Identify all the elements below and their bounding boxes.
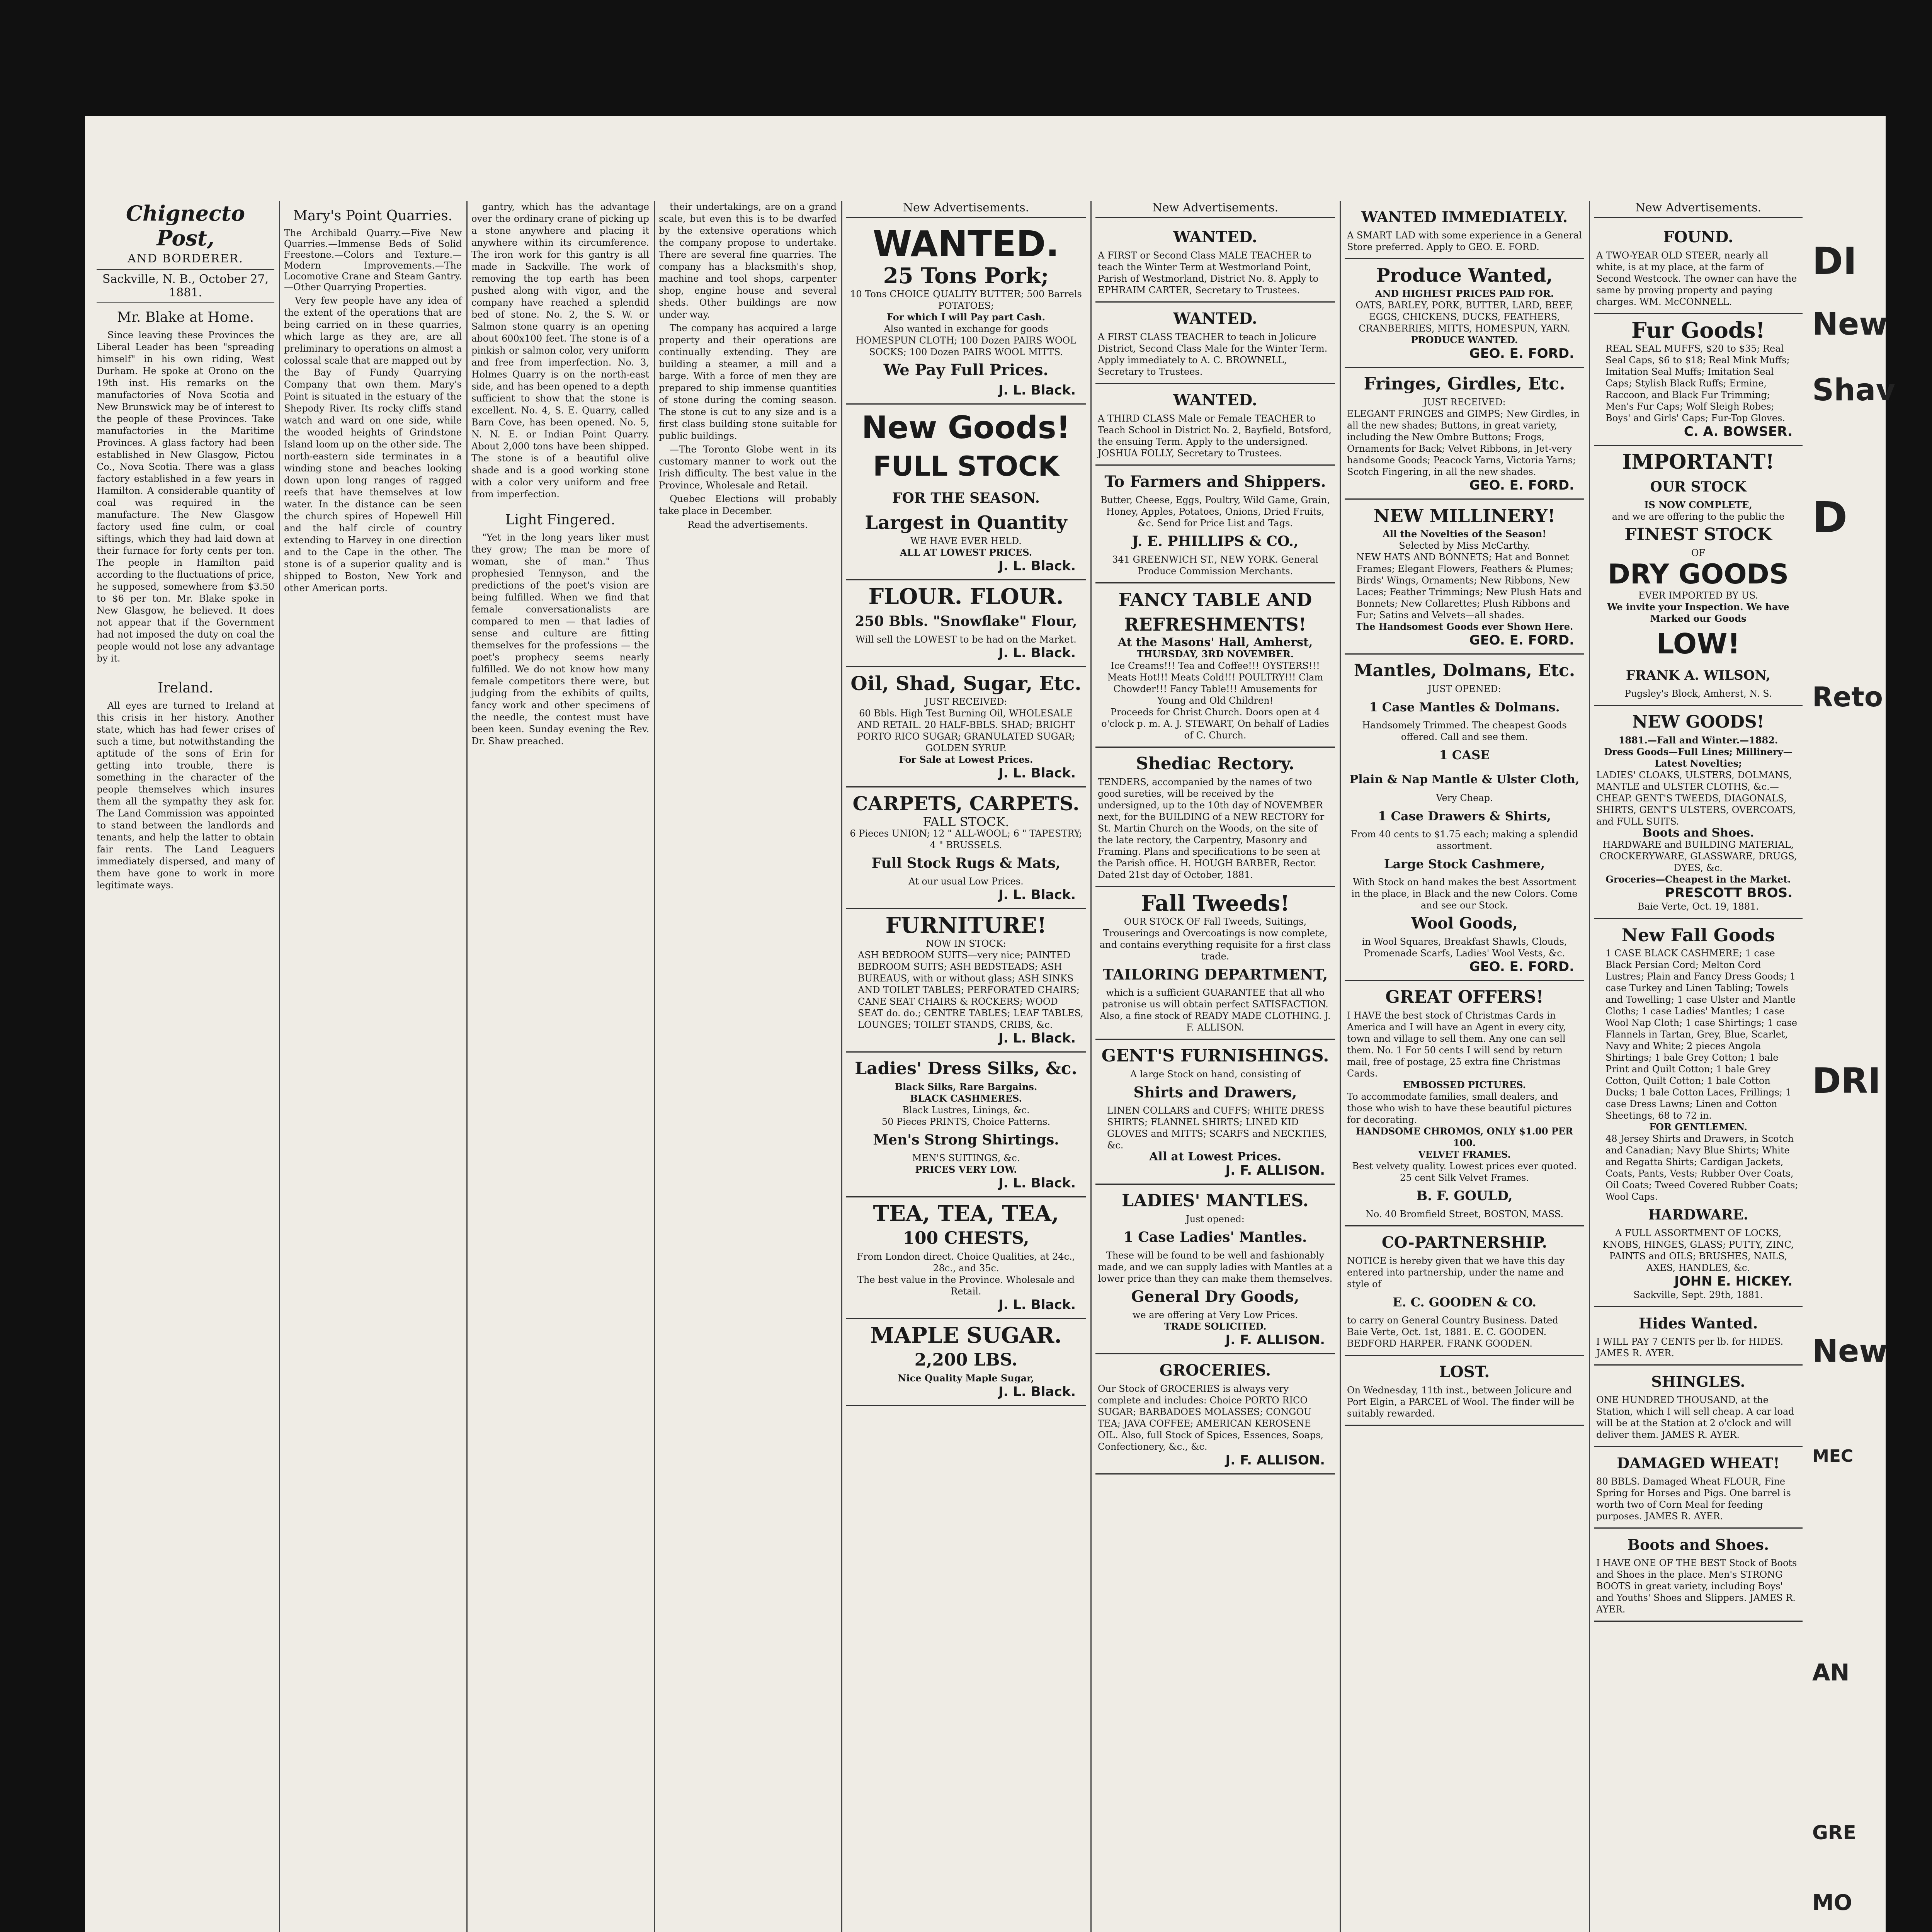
ad-flour [846, 580, 1086, 667]
ad-item: 1 Case Ladies' Mantles. [1123, 1229, 1307, 1245]
newspaper-subtitle: AND BORDERER. [128, 252, 243, 265]
ad-text: These will be found to be well and fashionably made, and we can supply ladies with Mantles at a lower price than they can make them themselves. [1098, 1250, 1333, 1284]
ad-text: At the Masons' Hall, Amherst, [1117, 636, 1313, 649]
ad-text: Baie Verte, Oct. 19, 1881. [1638, 901, 1759, 912]
article-paragraph: their undertakings, are on a grand scale, but even this is to be dwarfed by the extensive operations which the company propose to undertake. There are several fine quarries. The company has a blacksmith's shop, machine and tool shops, carpenter shop, engine house and several sheds. Other buildings are now under way. [659, 201, 837, 320]
article-body [284, 295, 462, 594]
ad-lost [1345, 1356, 1584, 1426]
ad-boots-shoes [1594, 1529, 1803, 1622]
ad-text: For Sale at Lowest Prices. [899, 754, 1033, 765]
ad-text: HARDWARE and BUILDING MATERIAL, CROCKERYWARE, GLASSWARE, DRUGS, DYES, &c. [1599, 839, 1797, 873]
ad-list: 48 Jersey Shirts and Drawers, in Scotch and Canadian; Navy Blue Shirts; White and Regatta Shirts; Cardigan Jackets, Coats, Pants, Vests; Rubber Over Coats, Oil Coats; Tweed Covered Rubber Coats; Wool Caps. [1605, 1133, 1798, 1202]
ad-item: Plain & Nap Mantle & Ulster Cloth, [1349, 773, 1580, 786]
column-6 [1095, 201, 1335, 1932]
ad-text: On Wednesday, 11th inst., between Jolicure and Port Elgin, a PARCEL of Wool. The finder will be suitably rewarded. [1347, 1385, 1575, 1419]
ad-text: I HAVE the best stock of Christmas Cards in America and I will have an Agent in every city, town and village to sell them. Any one can sell them. No. 1 For 50 cents I will send by return mail, free of postage, 25 extra fine Christmas Cards. [1347, 1010, 1566, 1079]
ad-oil-shad [846, 667, 1086, 787]
ad-signature: J. L. Black. [998, 1297, 1076, 1313]
ad-text: Dress Goods—Full Lines; Millinery—Latest Novelties; [1604, 746, 1793, 769]
edge-fragment: New [1812, 306, 1888, 342]
ad-text: JUST RECEIVED: [1423, 397, 1506, 408]
ad-text: ONE HUNDRED THOUSAND, at the Station, which I will sell cheap. A car load will be at the Station at 2 o'clock and will deliver them. JAMES R. AYER. [1596, 1395, 1794, 1440]
ad-title: FLOUR. FLOUR. [868, 584, 1064, 609]
ad-item: Large Stock Cashmere, [1384, 857, 1545, 871]
ad-item: 1 Case Drawers & Shirts, [1378, 809, 1551, 823]
ad-text: From London direct. Choice Qualities, at 24c., 28c., and 35c. [857, 1251, 1075, 1274]
ad-text: OF [1691, 548, 1706, 558]
ad-text: 80 BBLS. Damaged Wheat FLOUR, Fine Spring for Horses and Pigs. One barrel is worth two of Corn Meal for feeding purposes. JAMES R. AYER. [1596, 1476, 1791, 1522]
ad-text: IS NOW COMPLETE, [1644, 499, 1752, 510]
ad-title: New Goods! [862, 410, 1070, 446]
ad-new-fall-goods [1594, 919, 1803, 1307]
masthead [97, 201, 274, 303]
ad-text: To accommodate families, small dealers, and those who wish to have these beautiful pictures for decorating. [1347, 1091, 1572, 1125]
ad-text: A large Stock on hand, consisting of [1130, 1069, 1300, 1080]
edge-fragment: AN [1812, 1659, 1850, 1686]
ad-item: 1 CASE [1439, 748, 1490, 762]
ad-item: FULL STOCK [873, 451, 1059, 482]
edge-fragment: Reto [1812, 681, 1883, 713]
edge-fragment: New [1812, 1333, 1888, 1369]
ad-farmers-shippers [1095, 466, 1335, 583]
ad-text: I HAVE ONE OF THE BEST Stock of Boots and Shoes in the place. Men's STRONG BOOTS in great variety, including Boys' and Youths' Shoes and Slippers. JAMES R. AYER. [1596, 1558, 1797, 1615]
ad-text: I WILL PAY 7 CENTS per lb. for HIDES. JAMES R. AYER. [1596, 1336, 1784, 1359]
ad-text: and we are offering to the public the [1612, 511, 1785, 522]
ad-signature: PRESCOTT BROS. [1665, 885, 1793, 901]
ad-item: B. F. GOULD, [1416, 1188, 1513, 1204]
ad-copartnership [1345, 1226, 1584, 1356]
column-rule [654, 201, 655, 1932]
article-body [471, 532, 649, 747]
ad-item: 250 Bbls. "Snowflake" Flour, [855, 613, 1077, 629]
ad-signature: J. F. ALLISON. [1225, 1332, 1325, 1348]
ad-text: 60 Bbls. High Test Burning Oil, WHOLESALE AND RETAIL. 20 HALF-BBLS. SHAD; BRIGHT PORTO RICO SUGAR; GRANULATED SUGAR; GOLDEN SYRUP. [857, 708, 1075, 753]
side-label: PRODUCE WANTED. [1411, 334, 1518, 345]
ad-title: FURNITURE! [885, 913, 1047, 938]
ad-furniture [846, 909, 1086, 1053]
edge-fragment: DI [1812, 240, 1857, 283]
ad-text: ELEGANT FRINGES and GIMPS; New Girdles, in all the new shades; Buttons, in great variety, including the New Ombre Buttons; Frogs, Ornaments for Back; Velvet Ribbons, in Jet-very handsome Goods; Peacock Yarns, Victoria Yarns; Scotch Fingering, in all the new shades. [1347, 408, 1580, 477]
ad-text: Also wanted in exchange for goods [884, 323, 1048, 334]
newspaper-title: Chignecto Post, [126, 201, 245, 250]
column-1 [97, 201, 274, 1932]
ad-title: FOUND. [1663, 228, 1733, 246]
ad-text: Handsomely Trimmed. The cheapest Goods offered. Call and see them. [1362, 720, 1567, 742]
ad-new-goods-prescott [1594, 706, 1803, 919]
ad-teacher-wanted-1 [1095, 221, 1335, 303]
ad-dress-silks [846, 1053, 1086, 1197]
ad-text: 50 Pieces PRINTS, Choice Patterns. [881, 1116, 1051, 1127]
ad-text: BLACK CASHMERES. [910, 1093, 1022, 1104]
edge-fragment: MEC [1812, 1446, 1854, 1466]
ad-text: PRICES VERY LOW. [915, 1164, 1017, 1175]
ad-text: Men's Strong Shirtings. [873, 1132, 1059, 1148]
ad-gents-furnishings [1095, 1040, 1335, 1185]
ad-text: to carry on General Country Business. Dated Baie Verte, Oct. 1st, 1881. E. C. GOODEN. BEDFORD HARPER. FRANK GOODEN. [1347, 1315, 1558, 1349]
ad-signature: J. L. Black. [998, 645, 1076, 661]
ad-hides [1594, 1307, 1803, 1366]
ad-text: No. 40 Bromfield Street, BOSTON, MASS. [1365, 1209, 1564, 1219]
article-paragraph: —The Toronto Globe went in its customary manner to work out the Irish difficulty. The best value in the Province, Wholesale and Retail. [659, 444, 837, 491]
ad-list: LINEN COLLARS and CUFFS; WHITE DRESS SHIRTS; FLANNEL SHIRTS; LINED KID GLOVES and MITTS; SCARFS and NECKTIES, &c. [1107, 1105, 1327, 1151]
ad-text: EVER IMPORTED BY US. [1638, 590, 1759, 601]
column-rule [279, 201, 280, 1932]
article-body [659, 201, 837, 517]
ad-mantles-dolmans [1345, 655, 1584, 981]
article-heading: Ireland. [158, 680, 213, 696]
column-rule [1090, 201, 1092, 1932]
ad-text: With Stock on hand makes the best Assortment in the place, in Black and the new Colors. Come and see our Stock. [1351, 877, 1578, 911]
ad-title: WANTED. [872, 223, 1060, 265]
ad-signature: GEO. E. FORD. [1469, 959, 1574, 975]
ad-text: For which I will Pay part Cash. [887, 311, 1045, 323]
article-paragraph: The company has acquired a large property and their operations are continually extending. They are building a steamer, a mill and a barge. With a force of men they are prepared to ship immense quantities of stone during the coming season. The stone is cut to any size and is a first class building stone suitable for public buildings. [659, 323, 837, 441]
ad-tea [846, 1197, 1086, 1319]
edge-fragment: DRI [1812, 1061, 1881, 1101]
ad-item: 25 Tons Pork; [883, 263, 1049, 289]
ads-header: New Advertisements. [1095, 201, 1335, 218]
ad-text: We Pay Full Prices. [883, 361, 1049, 379]
ad-item: LOW! [1656, 628, 1740, 660]
ad-text: A SMART LAD with some experience in a General Store preferred. Apply to GEO. E. FORD. [1347, 230, 1582, 252]
ad-important [1594, 446, 1803, 706]
ad-signature: J. L. Black. [998, 765, 1076, 781]
ad-shediac-rectory [1095, 748, 1335, 887]
ad-text: 341 GREENWICH ST., NEW YORK. General Produce Commission Merchants. [1112, 554, 1318, 577]
ad-text: 1881.—Fall and Winter.—1882. [1618, 735, 1778, 746]
ad-title: New Fall Goods [1621, 925, 1775, 946]
ads-header: New Advertisements. [1594, 201, 1803, 218]
ad-text: All at Lowest Prices. [1149, 1150, 1281, 1163]
ad-title: Mantles, Dolmans, Etc. [1354, 661, 1575, 680]
ad-text: Proceeds for Christ Church. Doors open at 4 o'clock p. m. A. J. STEWART, On behalf of Ladies of C. Church. [1101, 707, 1329, 741]
ad-text: THURSDAY, 3RD NOVEMBER. [1136, 648, 1294, 660]
article-paragraph: Since leaving these Provinces the Liberal Leader has been "spreading himself" in his own riding, West Durham. He spoke at Orono on the 19th inst. His remarks on the manufactories of Nova Scotia and New Brunswick may be of interest to the people of these Provinces. Take manufactories in the Maritime Provinces. A glass factory had been established in New Glasgow, Pictou Co., Nova Scotia. There was a glass factory established in a few years in Hamilton. A considerable quantity of coal was required in the manufacture. The New Glasgow factory used fine culm, or coal siftings, which they had laid down at their furnace for forty cents per ton. The people in Hamilton paid according to the fluctuations of price, he supposed, somewhere from $3.50 to $6 per ton. Mr. Blake spoke in New Glasgow, he believed. It does not appear that if the Government had not imposed the duty on coal the people would not lose any advantage by it. [97, 330, 274, 664]
ad-text: VELVET FRAMES. [1418, 1149, 1511, 1160]
ad-damaged-wheat [1594, 1447, 1803, 1529]
ad-fur-goods [1594, 314, 1803, 446]
column-7 [1345, 201, 1584, 1932]
ad-millinery [1345, 500, 1584, 655]
ad-text: A FULL ASSORTMENT OF LOCKS, KNOBS, HINGES, GLASS; PUTTY, ZINC, PAINTS and OILS; BRUSHES, NAILS, AXES, HANDLES, &c. [1602, 1228, 1794, 1273]
dateline: Sackville, N. B., October 27, 1881. [97, 269, 274, 303]
ad-item: Wool Goods, [1411, 914, 1518, 932]
ad-text: TENDERS, accompanied by the names of two good sureties, will be received by the undersigned, up to the 10th day of NOVEMBER next, for the BUILDING of a NEW RECTORY for St. Martin Church on the Woods, on the site of the late rectory, the Carpentry, Masonry and Framing. Plans and specifications to be seen at the Parish office. H. HOUGH BARBER, Rector. Dated 21st day of October, 1881. [1098, 777, 1325, 880]
article-body [97, 329, 274, 665]
ad-fancy-table [1095, 583, 1335, 748]
ad-text: Nice Quality Maple Sugar, [898, 1372, 1034, 1384]
ad-title: SHINGLES. [1651, 1373, 1745, 1390]
adjacent-page-edge [1812, 201, 1896, 1932]
ad-text: Full Stock Rugs & Mats, [871, 855, 1061, 871]
ad-list: NEW HATS AND BONNETS; Hat and Bonnet Frames; Elegant Flowers, Feathers & Plumes; Birds' Wings, Ornaments; New Ribbons, New Laces; Feather Trimmings; New Plush Hats and Bonnets; New Collarettes; Plush Ribbons and Fur; Satins and Velvets—all shades. [1356, 552, 1582, 621]
ad-text: Pugsley's Block, Amherst, N. S. [1624, 688, 1772, 699]
column-rule [841, 201, 842, 1932]
ad-text: in Wool Squares, Breakfast Shawls, Clouds, Promenade Scarfs, Ladies' Wool Vests, &c. [1362, 936, 1567, 959]
edge-fragment: D [1812, 493, 1848, 542]
ad-text: All the Novelties of the Season! [1383, 528, 1546, 539]
ad-signature: J. L. Black. [998, 558, 1076, 574]
ad-signature: GEO. E. FORD. [1469, 633, 1574, 648]
ad-title: Fringes, Girdles, Etc. [1364, 374, 1565, 394]
ad-text: LADIES' CLOAKS, ULSTERS, DOLMANS, MANTLE and ULSTER CLOTHS, &c.—CHEAP. GENT'S TWEEDS, DIAGONALS, SHIRTS, GENT'S ULSTERS, OVERCOATS, and FULL SUITS. [1596, 770, 1796, 827]
ad-title: GREAT OFFERS! [1385, 987, 1544, 1007]
ad-title: To Farmers and Shippers. [1104, 473, 1326, 491]
ad-title: CO-PARTNERSHIP. [1381, 1233, 1548, 1252]
ad-item: Shirts and Drawers, [1133, 1083, 1297, 1101]
ad-found [1594, 221, 1803, 314]
ad-text: ALL AT LOWEST PRICES. [900, 547, 1032, 558]
ad-text: AND HIGHEST PRICES PAID FOR. [1375, 288, 1554, 299]
ad-title: GROCERIES. [1159, 1361, 1271, 1379]
ad-wanted-pork [846, 221, 1086, 405]
ad-item: J. E. PHILLIPS & CO., [1132, 533, 1299, 549]
ad-title: TEA, TEA, TEA, [873, 1201, 1059, 1226]
ad-title: LOST. [1439, 1363, 1490, 1381]
article-heading: Light Fingered. [505, 512, 616, 528]
article-heading: Mary's Point Quarries. [293, 208, 453, 224]
ad-title: Fur Goods! [1631, 318, 1765, 343]
ad-text: Largest in Quantity [865, 512, 1067, 534]
ad-text: JUST RECEIVED: [925, 696, 1007, 707]
article-paragraph: All eyes are turned to Ireland at this crisis in her history. Another state, which has had fewer crises of such a time, but notwithstanding the aptitude of the sons of Erin for getting into trouble, there is something in the character of the people themselves which insures them all the sympathy they ask for. The Land Commission was appointed to stand between the landlords and tenants, and help the latter to obtain fair rents. The Land Leaguers immediately dispersed, and many of them have gone to work in more legitimate ways. [97, 700, 274, 891]
ad-signature: J. L. Black. [998, 1031, 1076, 1046]
ad-signature: GEO. E. FORD. [1469, 478, 1574, 493]
ad-signature: JOHN E. HICKEY. [1674, 1274, 1793, 1289]
ad-text: Butter, Cheese, Eggs, Poultry, Wild Game, Grain, Honey, Apples, Potatoes, Onions, Dried Fruits, &c. Send for Price List and Tags. [1100, 495, 1330, 529]
ad-text: Very Cheap. [1436, 793, 1493, 803]
article-paragraph: Very few people have any idea of the extent of the operations that are being carried on in these quarries, which large as they are, are all preliminary to operations on almost a colossal scale that are mapped out by the Bay of Fundy Quarrying Company that own them. Mary's Point is situated in the estuary of the Shepody River. Its rocky cliffs stand watch and ward on one side, while the wooded heights of Grindstone Island loom up on the other side. The north-eastern side terminates in a winding stone and beaches looking down upon long ranges of ragged reefs that have themselves at low water. In the distance can be seen the church spires of Hopewell Hill and the half circle of country extending to Harvey in one direction and to the Cape in the other. The stone is of a superior quality and is shipped to Boston, New York and other American ports. [284, 295, 462, 594]
ad-item: E. C. GOODEN & CO. [1392, 1295, 1537, 1310]
ad-text: A FIRST or Second Class MALE TEACHER to teach the Winter Term at Westmorland Point, Parish of Westmorland, District No. 8. Apply to EPHRAIM CARTER, Secretary to Trustees. [1098, 250, 1319, 296]
column-rule [1589, 201, 1590, 1932]
ad-title: DAMAGED WHEAT! [1617, 1454, 1780, 1472]
ad-text: NOTICE is hereby given that we have this day entered into partnership, under the name and style of [1347, 1255, 1565, 1289]
ad-text: A TWO-YEAR OLD STEER, nearly all white, is at my place, at the farm of Second Westcock. The owner can have the same by proving property and paying charges. WM. McCONNELL. [1596, 250, 1797, 307]
ad-teacher-wanted-3 [1095, 384, 1335, 466]
column-3 [471, 201, 649, 1932]
ad-lad-wanted [1345, 201, 1584, 259]
ad-carpets [846, 787, 1086, 909]
article-body [471, 201, 649, 500]
ad-title: Fall Tweeds! [1141, 891, 1290, 916]
ad-text: Will sell the LOWEST to be had on the Market. [855, 634, 1077, 645]
ad-text: Boots and Shoes. [1642, 826, 1754, 840]
article-paragraph: gantry, which has the advantage over the ordinary crane of picking up a stone anywhere and placing it anywhere within its circumference. The iron work for this gantry is all made in Sackville. The work of removing the top earth has been pushed along with vigor, and the company have reached a splendid bed of stone. No. 2, the S. W. or Salmon stone quarry is an opening about 600x100 feet. The stone is of a pinkish or salmon color, very uniform and free from imperfection. No. 3, Holmes Quarry is on the north-east side, and has been opened to a depth sufficient to show that the stone is excellent. No. 4, S. E. Quarry, called Barn Cove, has been opened. No. 5, N. N. E. or Indian Point Quarry. About 2,000 tons have been shipped. The stone is of a beautiful olive shade and is a good working stone with a color very uniform and free from imperfection. [471, 201, 649, 500]
ad-list: REAL SEAL MUFFS, $20 to $35; Real Seal Caps, $6 to $18; Real Mink Muffs; Imitation Seal Muffs; Imitation Seal Caps; Stylish Black Ruffs; Ermine, Raccoon, and Black Fur Trimming; Men's Fur Caps; Wolf Sleigh Robes; Boys' and Girls' Caps; Fur-Top Gloves. [1605, 343, 1790, 423]
ad-text: Black Lustres, Linings, &c. [902, 1105, 1030, 1116]
ad-title: Hides Wanted. [1638, 1315, 1758, 1332]
column-8 [1594, 201, 1803, 1932]
ad-text: OUR STOCK OF Fall Tweeds, Suitings, Trouserings and Overcoatings is now complete, and contains everything requisite for a first class trade. [1099, 916, 1331, 962]
ad-groceries [1095, 1354, 1335, 1475]
ad-produce-wanted [1345, 259, 1584, 368]
ad-title: Oil, Shad, Sugar, Etc. [850, 672, 1082, 695]
edge-fragments [1812, 240, 1896, 1932]
ad-item: FRANK A. WILSON, [1626, 668, 1771, 683]
ad-text: Selected by Miss McCarthy. [1399, 540, 1530, 551]
ad-item: General Dry Goods, [1131, 1287, 1299, 1306]
ad-text: 6 Pieces UNION; 12 " ALL-WOOL; 6 " TAPESTRY; 4 " BRUSSELS. [850, 828, 1082, 850]
ad-text: A FIRST CLASS TEACHER to teach in Jolicure District, Second Class Male for the Winter Term. Apply immediately to A. C. BROWNELL, Secretary to Trustees. [1098, 332, 1328, 377]
ad-title: GENT'S FURNISHINGS. [1101, 1046, 1329, 1066]
ad-text: The Handsomest Goods ever Shown Here. [1355, 621, 1573, 632]
edge-fragment: GRE [1812, 1821, 1856, 1844]
read-ads-note: Read the advertisements. [687, 519, 808, 530]
ad-text: Our Stock of GROCERIES is always very complete and includes: Choice PORTO RICO SUGAR; BARBADOES MOLASSES; CONGOU TEA; JAVA COFFEE; AMERICAN KEROSENE OIL. Also, full Stock of Spices, Essences, Soaps, Confectionery, &c., &c. [1098, 1383, 1324, 1452]
ad-title: WANTED. [1173, 391, 1257, 409]
article-paragraph: Quebec Elections will probably take place in December. [659, 493, 837, 516]
ad-title: Shediac Rectory. [1136, 754, 1294, 774]
ad-text: A THIRD CLASS Male or Female TEACHER to Teach School in District No. 2, Bayfield, Botsford, the ensuing Term. Apply to the undersigned. JOSHUA FOLLY, Secretary to Trustees. [1098, 413, 1332, 459]
ad-text: FOR GENTLEMEN. [1649, 1121, 1747, 1133]
ad-text: Just opened: [1186, 1214, 1245, 1225]
ad-item: OUR STOCK [1650, 479, 1747, 495]
ad-text: Ice Creams!!! Tea and Coffee!!! OYSTERS!!! Meats Hot!!! Meats Cold!!! POULTRY!!! Clam Chowder!!! Fancy Table!!! Amusements for Young and Old Children! [1107, 660, 1323, 706]
ad-text: Best velvety quality. Lowest prices ever quoted. 25 cent Silk Velvet Frames. [1352, 1161, 1577, 1183]
ad-text: Black Silks, Rare Bargains. [895, 1081, 1037, 1092]
ad-teacher-wanted-2 [1095, 303, 1335, 384]
ad-title: IMPORTANT! [1622, 450, 1774, 474]
ad-title: WANTED IMMEDIATELY. [1361, 208, 1568, 226]
ad-shingles [1594, 1366, 1803, 1447]
ad-title: Produce Wanted, [1376, 265, 1553, 286]
article-body [97, 700, 274, 891]
ads-header: New Advertisements. [846, 201, 1086, 218]
ad-title: NEW GOODS! [1632, 712, 1764, 732]
edge-fragment: Shav [1812, 373, 1896, 408]
ad-text: From 40 cents to $1.75 each; making a splendid assortment. [1350, 829, 1578, 851]
ad-text: 10 Tons CHOICE QUALITY BUTTER; 500 Barrels POTATOES; [850, 289, 1082, 311]
ad-great-offers [1345, 981, 1584, 1226]
ad-text: FALL STOCK. [923, 815, 1009, 829]
column-2 [284, 201, 462, 1932]
ad-text: MEN'S SUITINGS, &c. [912, 1153, 1020, 1163]
article-subheading: The Archibald Quarry.—Five New Quarries.—Immense Beds of Solid Freestone.—Colors and Texture.—Modern Improvements.—The Locomotive Crane and Steam Gantry.—Other Quarrying Properties. [284, 228, 462, 293]
ad-text: NOW IN STOCK: [926, 938, 1006, 949]
ad-title: MAPLE SUGAR. [870, 1323, 1062, 1348]
ad-list: ASH BEDROOM SUITS—very nice; PAINTED BEDROOM SUITS; ASH BEDSTEADS; ASH BUREAUS, with or without glass; ASH SINKS AND TOILET TABLES; PERFORATED CHAIRS; CANE SEAT CHAIRS & ROCKERS; WOOD SEAT do. do.; CENTRE TABLES; LEAF TABLES, LOUNGES; TOILET STANDS, CRIBS, &c. [858, 950, 1083, 1030]
column-4 [659, 201, 837, 1932]
ad-fall-tweeds [1095, 887, 1335, 1040]
ad-title: WANTED. [1173, 228, 1257, 246]
ad-text: which is a sufficient GUARANTEE that all who patronise us will obtain perfect SATISFACTION. Also, a fine stock of READY MADE CLOTHING. J. F. ALLISON. [1100, 987, 1331, 1033]
ad-list: 1 CASE BLACK CASHMERE; 1 case Black Persian Cord; Melton Cord Lustres; Plain and Fancy Dress Goods; 1 case Turkey and Linen Tabling; Towels and Towelling; 1 case Ulster and Mantle Cloths; 1 case Ladies' Mantles; 1 case Wool Nap Cloth; 1 case Shirtings; 1 case Flannels in Tartan, Grey, Blue, Scarlet, Navy and White; 2 pieces Angola Shirtings; 1 bale Grey Cotton; 1 bale Print and Quilt Cotton; 1 bale Grey Cotton, Quilt Cotton; 1 bale Cotton Ducks; 1 bale Cotton Laces, Frillings; 1 case Dress Lawns; Linen and Cotton Sheetings, 68 to 72 in. [1605, 948, 1798, 1121]
column-rule [466, 201, 468, 1932]
ad-title: Boots and Shoes. [1627, 1536, 1769, 1553]
ad-text: HOMESPUN CLOTH; 100 Dozen PAIRS WOOL SOCKS; 100 Dozen PAIRS WOOL MITTS. [855, 335, 1077, 357]
ad-text: Groceries—Cheapest in the Market. [1605, 874, 1791, 885]
ad-text: OATS, BARLEY, PORK, BUTTER, LARD, BEEF, EGGS, CHICKENS, DUCKS, FEATHERS, CRANBERRIES, MITTS, HOMESPUN, YARN. [1355, 300, 1573, 334]
ad-text: TRADE SOLICITED. [1164, 1321, 1267, 1332]
column-rule [1340, 201, 1341, 1932]
ad-item: 2,200 LBS. [914, 1350, 1018, 1370]
ad-text: The best value in the Province. Wholesale and Retail. [857, 1274, 1075, 1297]
ad-item: 1 Case Mantles & Dolmans. [1369, 700, 1560, 714]
ad-title: NEW MILLINERY! [1373, 505, 1556, 526]
ad-title: WANTED. [1173, 310, 1257, 328]
ad-title: CARPETS, CARPETS. [852, 792, 1080, 815]
ad-item: HARDWARE. [1648, 1207, 1748, 1223]
ad-signature: J. F. ALLISON. [1225, 1163, 1325, 1178]
ad-title: Ladies' Dress Silks, &c. [855, 1059, 1077, 1078]
ad-item: DRY GOODS [1607, 558, 1789, 590]
ad-title: FANCY TABLE AND REFRESHMENTS! [1118, 589, 1312, 635]
ad-title: LADIES' MANTLES. [1122, 1191, 1309, 1211]
ad-text: We invite your Inspection. We have Marked our Goods [1607, 601, 1789, 624]
ad-item: 100 CHESTS, [903, 1228, 1029, 1248]
ad-signature: J. L. Black. [998, 1384, 1076, 1400]
column-5 [846, 201, 1086, 1932]
ad-maple-sugar [846, 1319, 1086, 1406]
ad-text: EMBOSSED PICTURES. [1403, 1079, 1526, 1090]
ad-text: FOR THE SEASON. [892, 490, 1040, 506]
ad-new-goods [846, 405, 1086, 580]
ad-item: TAILORING DEPARTMENT, [1102, 966, 1328, 983]
ad-signature: J. L. Black. [998, 383, 1076, 398]
ad-text: Sackville, Sept. 29th, 1881. [1633, 1289, 1763, 1300]
ad-signature: J. L. Black. [998, 887, 1076, 903]
ad-text: we are offering at Very Low Prices. [1132, 1310, 1298, 1320]
ad-signature: J. F. ALLISON. [1225, 1452, 1325, 1468]
ad-text: WE HAVE EVER HELD. [910, 536, 1022, 546]
ad-text: At our usual Low Prices. [908, 876, 1024, 887]
ad-signature: C. A. BOWSER. [1684, 424, 1793, 439]
article-heading: Mr. Blake at Home. [117, 310, 254, 325]
ad-text: JUST OPENED: [1428, 684, 1501, 694]
ad-signature: J. L. Black. [998, 1175, 1076, 1191]
ad-text: HANDSOME CHROMOS, ONLY $1.00 PER 100. [1355, 1126, 1573, 1148]
article-paragraph: "Yet in the long years liker must they grow; The man be more of woman, she of man." Thus prophesied Tennyson, and the predictions of the poet's vision are being fulfilled. When we find that female conversationalists are compared to men — that ladies of sense and culture are fitting themselves for the professions — the poet's prophecy seems nearly fulfilled. We do not know how many female competitors there were, but judging from the exhibits of quilts, fancy work and other specimens of the needle, the contest must have been keen. Sunday evening the Rev. Dr. Shaw preached. [471, 532, 649, 747]
edge-fragment: MO [1812, 1890, 1852, 1915]
ad-signature: GEO. E. FORD. [1469, 346, 1574, 361]
ad-fringes [1345, 368, 1584, 500]
ad-ladies-mantles [1095, 1185, 1335, 1354]
ad-item: FINEST STOCK [1624, 525, 1772, 544]
